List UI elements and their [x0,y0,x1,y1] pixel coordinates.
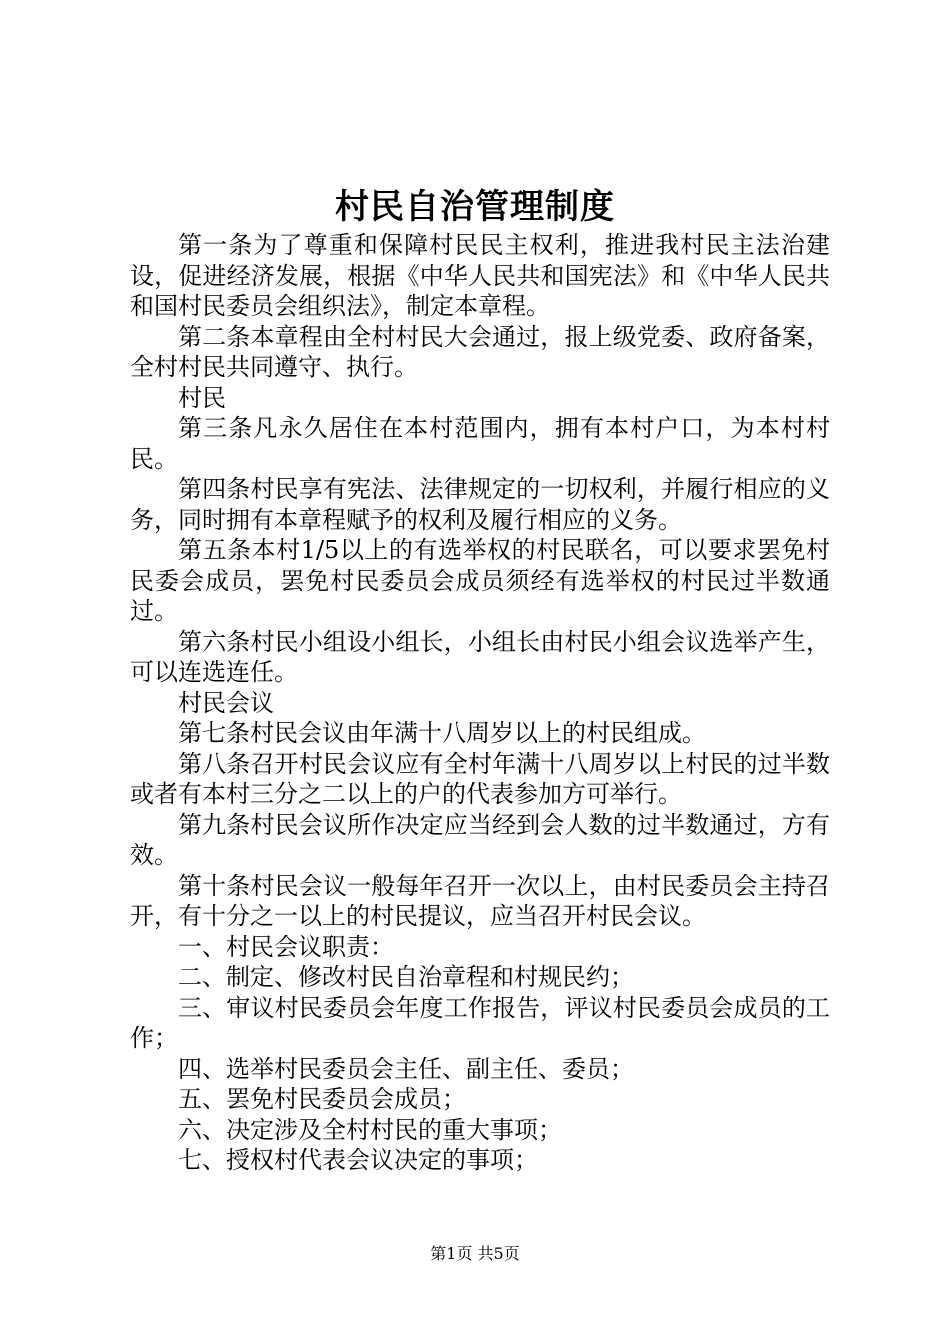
paragraph: 第二条本章程由全村村民大会通过，报上级党委、政府备案，全村村民共同遵守、执行。 [130,322,830,381]
document-body [130,230,830,1176]
paragraph: 第三条凡永久居住在本村范围内，拥有本村户口，为本村村民。 [130,414,830,473]
list-item: 一、村民会议职责： [178,932,394,961]
page-number-footer: 第1页 共5页 [430,1244,520,1263]
paragraph: 第七条村民会议由年满十八周岁以上的村民组成。 [178,719,706,747]
paragraph: 第九条村民会议所作决定应当经到会人数的过半数通过，方有效。 [130,810,830,869]
list-item: 四、选举村民委员会主任、副主任、委员； [178,1054,634,1083]
paragraph: 第五条本村1/5以上的有选举权的村民联名，可以要求罢免村民委会成员，罢免村民委员会成员须经有选举权的村民过半数通过。 [130,536,830,625]
list-item: 二、制定、修改村民自治章程和村规民约； [178,963,634,991]
paragraph: 第四条村民享有宪法、法律规定的一切权利，并履行相应的义务，同时拥有本章程赋予的权利及履行相应的义务。 [130,475,830,534]
document-title: 村民自治管理制度 [335,187,615,227]
list-item: 三、审议村民委员会年度工作报告，评议村民委员会成员的工作； [130,993,830,1052]
paragraph: 第八条召开村民会议应有全村年满十八周岁以上村民的过半数或者有本村三分之二以上的户的代表参加方可举行。 [130,749,830,808]
list-item: 六、决定涉及全村村民的重大事项； [178,1115,562,1144]
paragraph: 第六条村民小组设小组长，小组长由村民小组会议选举产生，可以连选连任。 [130,627,830,686]
paragraph: 第一条为了尊重和保障村民民主权利，推进我村民主法治建设，促进经济发展，根据《中华人民共和国宪法》和《中华人民共和国村民委员会组织法》，制定本章程。 [130,231,830,320]
section-heading: 村民会议 [178,688,274,717]
list-item: 五、罢免村民委员会成员； [178,1085,466,1113]
section-heading: 村民 [178,383,226,412]
list-item: 七、授权村代表会议决定的事项； [178,1146,538,1174]
paragraph: 第十条村民会议一般每年召开一次以上，由村民委员会主持召开，有十分之一以上的村民提议，应当召开村民会议。 [130,871,830,930]
